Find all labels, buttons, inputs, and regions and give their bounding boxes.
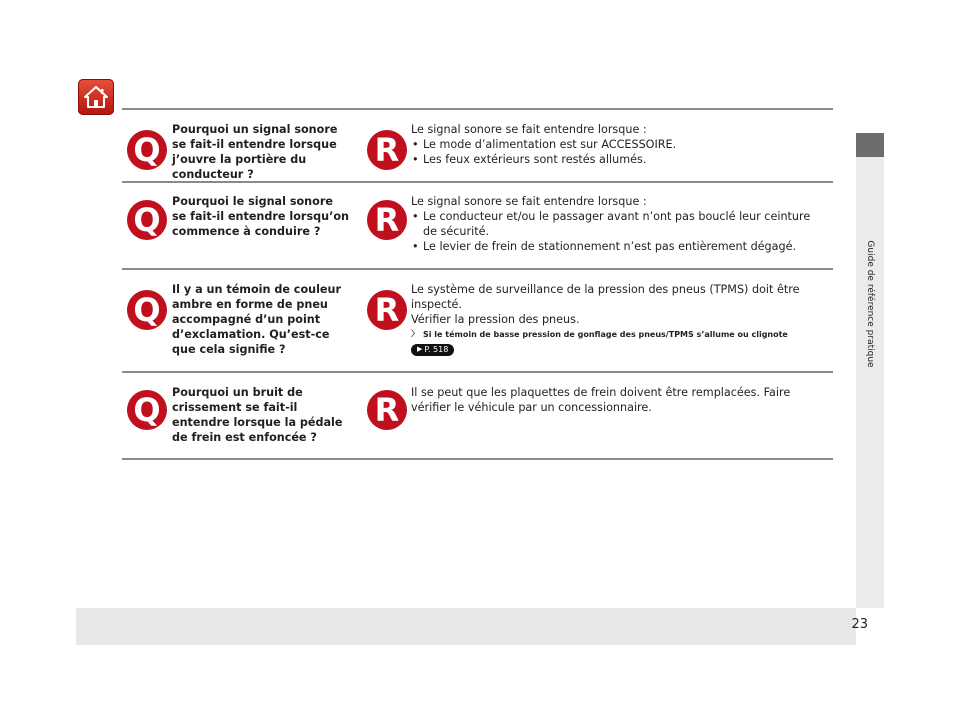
qa-item bbox=[122, 270, 833, 370]
page-reference-label: P. 518 bbox=[424, 345, 449, 354]
qa-item bbox=[122, 110, 833, 180]
qa-item bbox=[122, 373, 833, 457]
answer-text bbox=[411, 282, 826, 356]
reference-title: Si le témoin de basse pression de gonflage des pneus/TPMS s’allume ou clignote bbox=[423, 330, 788, 339]
answer-intro: Le signal sonore se fait entendre lorsque : bbox=[411, 195, 647, 208]
footer-bar bbox=[76, 608, 856, 645]
home-button[interactable] bbox=[78, 79, 114, 115]
answer-paragraph: Le système de surveillance de la pression des pneus (TPMS) doit être inspecté. bbox=[411, 283, 800, 311]
answer-text: Il se peut que les plaquettes de frein doivent être remplacées. Faire vérifier le véhicule par un concessionnaire. bbox=[411, 386, 791, 414]
question-text: Pourquoi un bruit de crissement se fait-il entendre lorsque la pédale de frein est enfoncée ? bbox=[172, 386, 343, 444]
side-tab-active[interactable] bbox=[856, 133, 884, 157]
answer-badge: R bbox=[367, 130, 407, 170]
answer-badge: R bbox=[367, 390, 407, 430]
question-badge: Q bbox=[127, 200, 167, 240]
side-tab-strip bbox=[856, 133, 884, 608]
answer-badge: R bbox=[367, 200, 407, 240]
divider bbox=[122, 458, 833, 460]
list-item: • Les feux extérieurs sont restés allumés. bbox=[411, 152, 826, 167]
answer-text bbox=[411, 122, 826, 167]
question-badge: Q bbox=[127, 390, 167, 430]
qa-item bbox=[122, 183, 833, 267]
answer-list bbox=[411, 137, 826, 167]
answer-paragraph: Vérifier la pression des pneus. bbox=[411, 313, 580, 326]
question-badge: Q bbox=[127, 130, 167, 170]
question-badge: Q bbox=[127, 290, 167, 330]
page-number: 23 bbox=[851, 617, 868, 632]
home-icon bbox=[83, 85, 109, 109]
answer-intro: Le signal sonore se fait entendre lorsque : bbox=[411, 123, 647, 136]
arrow-right-icon: ▶ bbox=[417, 345, 423, 353]
question-text: Pourquoi le signal sonore se fait-il entendre lorsqu’on commence à conduire ? bbox=[172, 195, 349, 238]
question-text: Il y a un témoin de couleur ambre en forme de pneu accompagné d’un point d’exclamation. Qu’est-ce que cela signifie ? bbox=[172, 283, 341, 356]
list-item: • Le conducteur et/ou le passager avant n’ont pas bouclé leur ceinture de sécurité. bbox=[411, 209, 826, 239]
reference-arrow-icon: 〉 bbox=[411, 329, 419, 338]
answer-badge: R bbox=[367, 290, 407, 330]
list-item: • Le mode d’alimentation est sur ACCESSOIRE. bbox=[411, 137, 826, 152]
page-reference-link[interactable] bbox=[411, 344, 454, 356]
answer-text bbox=[411, 194, 826, 254]
list-item: • Le levier de frein de stationnement n’est pas entièrement dégagé. bbox=[411, 239, 826, 254]
cross-reference bbox=[411, 329, 826, 340]
answer-list bbox=[411, 209, 826, 254]
question-text: Pourquoi un signal sonore se fait-il entendre lorsque j’ouvre la portière du conducteur ? bbox=[172, 123, 338, 181]
